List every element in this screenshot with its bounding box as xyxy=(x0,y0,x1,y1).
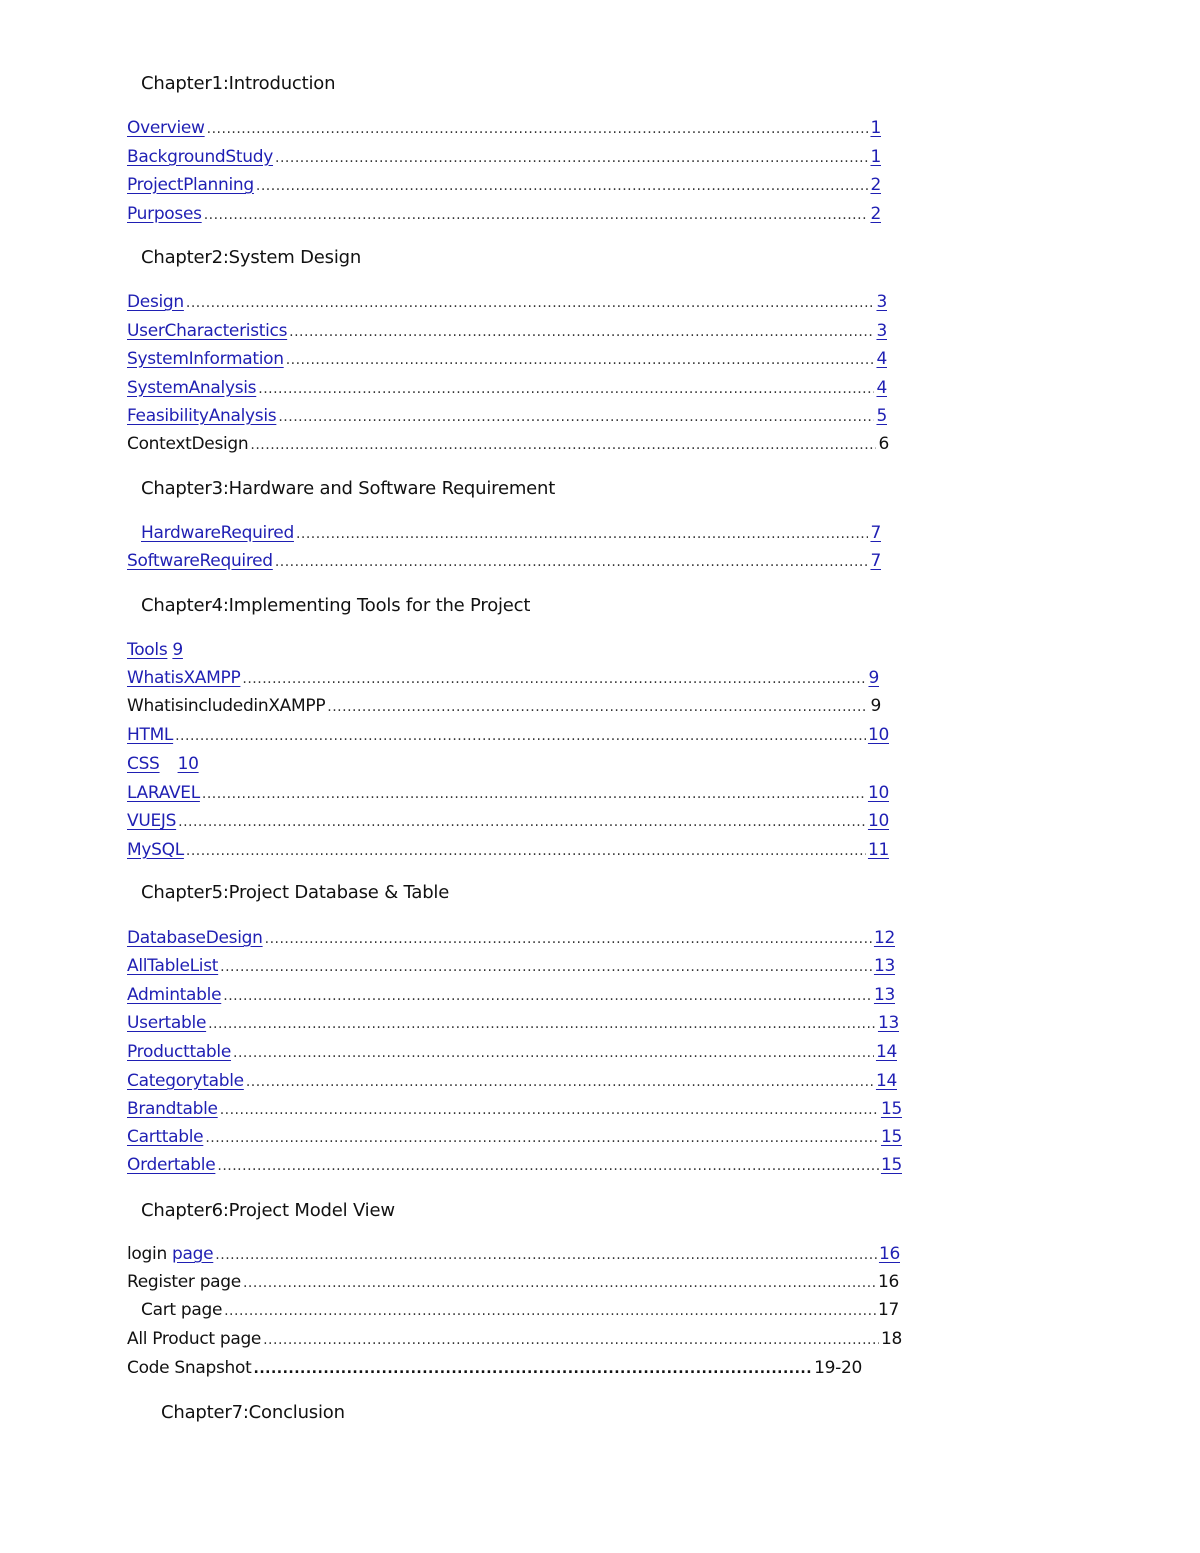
toc-entry[interactable] xyxy=(127,1042,897,1066)
toc-entry-title[interactable]: Ordertable xyxy=(127,1155,216,1175)
toc-entry-page[interactable]: 10 xyxy=(867,725,889,745)
toc-entry-title[interactable]: VUEJS xyxy=(127,811,177,831)
toc-entry-page: 9 xyxy=(870,696,881,716)
toc-entry-page[interactable]: 4 xyxy=(876,349,887,369)
dot-leader xyxy=(278,409,874,425)
dot-leader xyxy=(202,786,866,802)
toc-entry-page[interactable]: 13 xyxy=(877,1013,899,1033)
toc-entry-page[interactable]: 2 xyxy=(870,175,881,195)
toc-entry-page[interactable]: 5 xyxy=(876,406,887,426)
toc-entry-page[interactable]: 1 xyxy=(870,147,881,167)
toc-entry-title: Register page xyxy=(127,1272,241,1292)
toc-entry[interactable] xyxy=(127,349,887,373)
toc-entry-page[interactable]: 1 xyxy=(870,118,881,138)
dot-leader xyxy=(175,728,866,744)
dot-leader xyxy=(224,1303,876,1319)
toc-entry-title[interactable]: Producttable xyxy=(127,1042,232,1062)
toc-entry-page[interactable]: 15 xyxy=(880,1099,902,1119)
toc-entry-title[interactable]: Usertable xyxy=(127,1013,207,1033)
toc-entry[interactable] xyxy=(127,668,879,692)
toc-entry-page[interactable]: 11 xyxy=(867,840,889,860)
toc-entry-title[interactable]: BackgroundStudy xyxy=(127,147,274,167)
dot-leader xyxy=(258,381,874,397)
toc-entry[interactable] xyxy=(127,378,887,402)
toc-entry[interactable] xyxy=(127,1127,902,1151)
dot-leader xyxy=(250,437,876,453)
toc-entry[interactable] xyxy=(127,840,889,864)
toc-entry-page[interactable]: 2 xyxy=(870,204,881,224)
toc-entry[interactable] xyxy=(127,640,197,664)
toc-entry-page[interactable]: 13 xyxy=(873,956,895,976)
dot-leader xyxy=(275,150,868,166)
toc-entry-title[interactable]: Overview xyxy=(127,118,205,138)
toc-entry-title: Code Snapshot xyxy=(127,1358,252,1378)
toc-entry[interactable] xyxy=(127,321,887,345)
dot-leader xyxy=(220,959,872,975)
toc-entry-title[interactable]: WhatisXAMPP xyxy=(127,668,241,688)
toc-entry-page[interactable]: 10 xyxy=(867,783,889,803)
toc-entry-title[interactable]: Design xyxy=(127,292,184,312)
dot-leader xyxy=(220,1102,879,1118)
toc-entry-page[interactable]: 16 xyxy=(878,1244,900,1264)
toc-entry-title[interactable]: AllTableList xyxy=(127,956,219,976)
chapter-heading: Chapter7:Conclusion xyxy=(161,1402,345,1423)
chapter-heading: Chapter5:Project Database & Table xyxy=(141,882,450,903)
toc-entry-title: ContextDesign xyxy=(127,434,249,454)
dot-leader xyxy=(256,178,869,194)
dot-leader xyxy=(204,207,869,223)
toc-entry[interactable] xyxy=(127,1099,902,1123)
toc-entry[interactable] xyxy=(127,725,889,749)
chapter-heading: Chapter1:Introduction xyxy=(141,73,336,94)
dot-leader xyxy=(215,1247,877,1263)
toc-entry[interactable] xyxy=(127,928,895,952)
dot-leader xyxy=(242,671,866,687)
dot-leader xyxy=(207,121,869,137)
toc-entry-title[interactable]: MySQL xyxy=(127,840,184,860)
toc-entry[interactable] xyxy=(127,1155,902,1179)
toc-entry xyxy=(127,1329,902,1353)
dot-leader xyxy=(208,1016,876,1032)
toc-entry xyxy=(141,1300,899,1324)
toc-entry[interactable] xyxy=(127,118,881,142)
toc-entry-page[interactable]: 9 xyxy=(868,668,879,688)
toc-entry-page[interactable]: 10 xyxy=(177,754,199,774)
toc-entry-title: Cart page xyxy=(141,1300,223,1320)
toc-entry-title[interactable]: SystemInformation xyxy=(127,349,284,369)
toc-entry-title[interactable]: Carttable xyxy=(127,1127,204,1147)
toc-entry-title[interactable]: SoftwareRequired xyxy=(127,551,273,571)
toc-entry-page[interactable]: 14 xyxy=(875,1042,897,1062)
toc-entry-page[interactable]: 4 xyxy=(876,378,887,398)
toc-entry[interactable] xyxy=(127,551,881,575)
toc-entry-title[interactable]: ProjectPlanning xyxy=(127,175,254,195)
dot-leader xyxy=(263,1332,879,1348)
toc-entry-page[interactable]: 14 xyxy=(875,1071,897,1091)
toc-entry-title[interactable]: LARAVEL xyxy=(127,783,200,803)
dot-leader xyxy=(265,931,872,947)
toc-entry-title[interactable]: Purposes xyxy=(127,204,202,224)
dot-leader xyxy=(296,526,869,542)
toc-entry-page: 16 xyxy=(877,1272,899,1292)
toc-entry-page[interactable]: 9 xyxy=(172,640,183,660)
dot-leader xyxy=(327,699,868,715)
dot-leader xyxy=(178,814,866,830)
toc-entry-title[interactable]: HTML xyxy=(127,725,174,745)
chapter-heading: Chapter3:Hardware and Software Requirement xyxy=(141,478,556,499)
toc-entry[interactable] xyxy=(127,811,889,835)
toc-entry[interactable] xyxy=(127,1071,897,1095)
toc-entry-page[interactable]: 3 xyxy=(876,321,887,341)
toc-entry-title: All Product page xyxy=(127,1329,262,1349)
toc-entry-page: 19-20 xyxy=(814,1358,862,1378)
toc-entry[interactable] xyxy=(127,175,881,199)
toc-entry-page[interactable]: 7 xyxy=(870,523,881,543)
toc-entry-title[interactable]: Categorytable xyxy=(127,1071,244,1091)
dot-leader xyxy=(186,295,875,311)
toc-entry-title[interactable]: page xyxy=(172,1244,214,1264)
toc-entry-page[interactable]: 15 xyxy=(880,1127,902,1147)
toc-entry-prefix: login xyxy=(127,1244,173,1264)
toc-entry[interactable] xyxy=(127,147,881,171)
toc-entry-title[interactable]: FeasibilityAnalysis xyxy=(127,406,277,426)
toc-entry[interactable] xyxy=(127,1013,899,1037)
toc-entry-page: 18 xyxy=(880,1329,902,1349)
toc-entry[interactable] xyxy=(141,523,881,547)
dot-leader xyxy=(289,324,874,340)
toc-entry-page[interactable]: 10 xyxy=(867,811,889,831)
toc-entry xyxy=(127,1358,862,1382)
dot-leader xyxy=(286,352,875,368)
toc-entry-page: 6 xyxy=(878,434,889,454)
toc-entry-title[interactable]: CSS xyxy=(127,754,160,774)
toc-entry xyxy=(127,1272,899,1296)
dot-leader xyxy=(246,1074,874,1090)
dot-leader xyxy=(243,1275,876,1291)
toc-entry-title[interactable]: UserCharacteristics xyxy=(127,321,288,341)
toc-entry-title[interactable]: Brandtable xyxy=(127,1099,218,1119)
toc-entry-page[interactable]: 3 xyxy=(876,292,887,312)
toc-entry[interactable] xyxy=(127,406,887,430)
chapter-heading: Chapter2:System Design xyxy=(141,247,362,268)
dot-leader xyxy=(254,1361,813,1377)
toc-entry-title[interactable]: DatabaseDesign xyxy=(127,928,263,948)
toc-entry-page[interactable]: 7 xyxy=(870,551,881,571)
dot-leader xyxy=(186,843,866,859)
toc-entry[interactable] xyxy=(127,754,207,778)
toc-entry-title[interactable]: HardwareRequired xyxy=(141,523,294,543)
toc-entry[interactable] xyxy=(127,204,881,228)
toc-entry-title[interactable]: Admintable xyxy=(127,985,222,1005)
dot-leader xyxy=(233,1045,874,1061)
toc-entry-title: WhatisincludedinXAMPP xyxy=(127,696,326,716)
toc-entry-page[interactable]: 13 xyxy=(873,985,895,1005)
toc-entry[interactable] xyxy=(127,783,889,807)
toc-entry-page: 17 xyxy=(877,1300,899,1320)
dot-leader xyxy=(205,1130,879,1146)
toc-entry[interactable] xyxy=(127,956,895,980)
toc-entry xyxy=(127,696,881,720)
dot-leader xyxy=(217,1158,879,1174)
toc-entry-title[interactable]: SystemAnalysis xyxy=(127,378,257,398)
toc-entry xyxy=(127,434,889,458)
chapter-heading: Chapter6:Project Model View xyxy=(141,1200,395,1221)
toc-entry-title[interactable]: Tools xyxy=(127,640,168,660)
chapter-heading: Chapter4:Implementing Tools for the Project xyxy=(141,595,531,616)
toc-entry[interactable] xyxy=(127,1244,900,1268)
dot-leader xyxy=(275,554,869,570)
toc-entry-page[interactable]: 12 xyxy=(873,928,895,948)
toc-entry[interactable] xyxy=(127,292,887,316)
dot-leader xyxy=(223,988,872,1004)
toc-entry[interactable] xyxy=(127,985,895,1009)
toc-entry-page[interactable]: 15 xyxy=(880,1155,902,1175)
